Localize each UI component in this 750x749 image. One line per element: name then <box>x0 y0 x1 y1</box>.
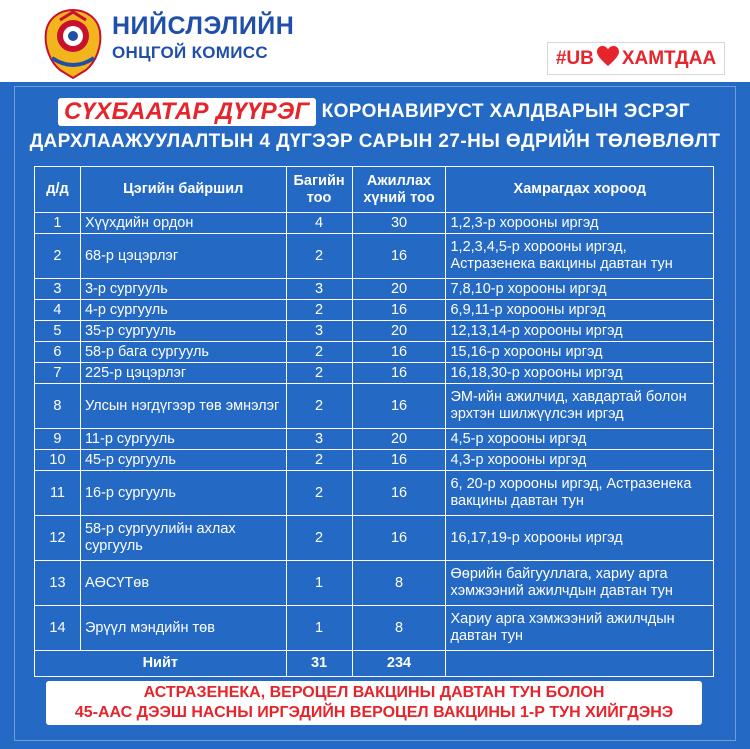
cell-location: 58-р бага сургууль <box>80 342 286 363</box>
table-row <box>35 384 714 429</box>
cell-staff: 16 <box>352 516 446 561</box>
org-line-2: ОНЦГОЙ КОМИСС <box>112 43 268 62</box>
org-line-1: НИЙСЛЭЛИЙН <box>112 12 295 40</box>
title-line-2: ДАРХЛААЖУУЛАЛТЫН 4 ДҮГЭЭР САРЫН 27-НЫ ӨДРИЙН ТӨЛӨВЛӨЛТ <box>29 131 721 152</box>
total-label: Нийт <box>35 651 287 677</box>
cell-number: 2 <box>35 234 81 279</box>
cell-teams: 3 <box>286 429 352 450</box>
cell-teams: 4 <box>286 213 352 234</box>
cell-number: 11 <box>35 471 81 516</box>
cell-location: Эрүүл мэндийн төв <box>80 606 286 651</box>
cell-coverage: 16,17,19-р хорооны иргэд <box>446 516 714 561</box>
cell-coverage: 4,3-р хорооны иргэд <box>446 450 714 471</box>
cell-staff: 16 <box>352 234 446 279</box>
table-row <box>35 606 714 651</box>
table-row <box>35 213 714 234</box>
cell-staff: 16 <box>352 450 446 471</box>
header-location: Цэгийн байршил <box>80 167 286 213</box>
cell-number: 4 <box>35 300 81 321</box>
total-staff: 234 <box>352 651 446 677</box>
cell-coverage: 6,9,11-р хорооны иргэд <box>446 300 714 321</box>
cell-location: АӨСҮТөв <box>80 561 286 606</box>
cell-staff: 16 <box>352 300 446 321</box>
cell-staff: 8 <box>352 561 446 606</box>
cell-teams: 2 <box>286 300 352 321</box>
cell-staff: 16 <box>352 471 446 516</box>
cell-coverage: 15,16-р хорооны иргэд <box>446 342 714 363</box>
header-number: д/д <box>35 167 81 213</box>
cell-staff: 20 <box>352 279 446 300</box>
table-row <box>35 279 714 300</box>
title-line-1-rest: КОРОНАВИРУСТ ХАЛДВАРЫН ЭСРЭГ <box>321 101 691 122</box>
organization-name <box>112 14 294 61</box>
cell-teams: 2 <box>286 471 352 516</box>
cell-coverage: 16,18,30-р хорооны иргэд <box>446 363 714 384</box>
table-total-row <box>35 651 714 677</box>
cell-staff: 16 <box>352 384 446 429</box>
hashtag-badge <box>547 42 725 75</box>
footer-notice <box>46 681 702 725</box>
hashtag-suffix: ХАМТДАА <box>621 47 717 69</box>
table-row <box>35 234 714 279</box>
cell-teams: 3 <box>286 321 352 342</box>
cell-location: 225-р цэцэрлэг <box>80 363 286 384</box>
cell-teams: 2 <box>286 234 352 279</box>
table-row <box>35 450 714 471</box>
cell-teams: 3 <box>286 279 352 300</box>
table-header-row <box>35 167 714 213</box>
table-row <box>35 321 714 342</box>
table-row <box>35 363 714 384</box>
district-name: СҮХБААТАР ДҮҮРЭГ <box>58 98 316 126</box>
cell-number: 3 <box>35 279 81 300</box>
cell-coverage: 12,13,14-р хорооны иргэд <box>446 321 714 342</box>
cell-coverage: 1,2,3,4,5-р хорооны иргэд, Астразенека вакцины давтан тун <box>446 234 714 279</box>
emblem-logo <box>38 6 108 80</box>
cell-teams: 1 <box>286 606 352 651</box>
table-row <box>35 516 714 561</box>
table-row <box>35 471 714 516</box>
cell-coverage: Хариу арга хэмжээний ажилчдын давтан тун <box>446 606 714 651</box>
cell-number: 12 <box>35 516 81 561</box>
cell-staff: 30 <box>352 213 446 234</box>
cell-location: 68-р цэцэрлэг <box>80 234 286 279</box>
cell-number: 13 <box>35 561 81 606</box>
cell-coverage: 1,2,3-р хорооны иргэд <box>446 213 714 234</box>
cell-location: 45-р сургууль <box>80 450 286 471</box>
cell-number: 14 <box>35 606 81 651</box>
cell-teams: 2 <box>286 363 352 384</box>
cell-staff: 20 <box>352 429 446 450</box>
cell-coverage: 6, 20-р хорооны иргэд, Астразенека вакцины давтан тун <box>446 471 714 516</box>
cell-coverage: Өөрийн байгууллага, хариу арга хэмжээний ажилчдын давтан тун <box>446 561 714 606</box>
cell-number: 6 <box>35 342 81 363</box>
schedule-table <box>34 166 714 677</box>
cell-location: Улсын нэгдүгээр төв эмнэлэг <box>80 384 286 429</box>
table-row <box>35 300 714 321</box>
cell-location: 58-р сургуулийн ахлах сургууль <box>80 516 286 561</box>
header-staff: Ажиллах хүний тоо <box>352 167 446 213</box>
footer-line-2: 45-ААС ДЭЭШ НАСНЫ ИРГЭДИЙН ВЕРОЦЕЛ ВАКЦИНЫ 1-Р ТУН ХИЙГДЭНЭ <box>74 704 674 721</box>
cell-number: 1 <box>35 213 81 234</box>
cell-location: 16-р сургууль <box>80 471 286 516</box>
cell-number: 5 <box>35 321 81 342</box>
cell-teams: 2 <box>286 384 352 429</box>
cell-teams: 2 <box>286 342 352 363</box>
cell-location: 4-р сургууль <box>80 300 286 321</box>
cell-location: 3-р сургууль <box>80 279 286 300</box>
total-empty <box>446 651 714 677</box>
header-coverage: Хамрагдах хороод <box>446 167 714 213</box>
cell-staff: 16 <box>352 363 446 384</box>
header-teams: Багийн тоо <box>286 167 352 213</box>
cell-location: 35-р сургууль <box>80 321 286 342</box>
cell-teams: 2 <box>286 516 352 561</box>
table-row <box>35 342 714 363</box>
cell-staff: 20 <box>352 321 446 342</box>
table-row <box>35 561 714 606</box>
cell-location: 11-р сургууль <box>80 429 286 450</box>
cell-coverage: ЭМ-ийн ажилчид, хавдартай болон эрхтэн шилжүүлсэн иргэд <box>446 384 714 429</box>
cell-number: 8 <box>35 384 81 429</box>
hashtag-prefix: #UB <box>555 47 594 69</box>
table-row <box>35 429 714 450</box>
cell-staff: 8 <box>352 606 446 651</box>
footer-line-1: АСТРАЗЕНЕКА, ВЕРОЦЕЛ ВАКЦИНЫ ДАВТАН ТУН БОЛОН <box>143 684 605 701</box>
title-line-1 <box>58 98 690 126</box>
cell-number: 10 <box>35 450 81 471</box>
cell-number: 9 <box>35 429 81 450</box>
cell-number: 7 <box>35 363 81 384</box>
heart-icon <box>596 45 620 73</box>
cell-coverage: 7,8,10-р хорооны иргэд <box>446 279 714 300</box>
cell-teams: 1 <box>286 561 352 606</box>
cell-staff: 16 <box>352 342 446 363</box>
cell-coverage: 4,5-р хорооны иргэд <box>446 429 714 450</box>
cell-location: Хүүхдийн ордон <box>80 213 286 234</box>
total-teams: 31 <box>286 651 352 677</box>
cell-teams: 2 <box>286 450 352 471</box>
